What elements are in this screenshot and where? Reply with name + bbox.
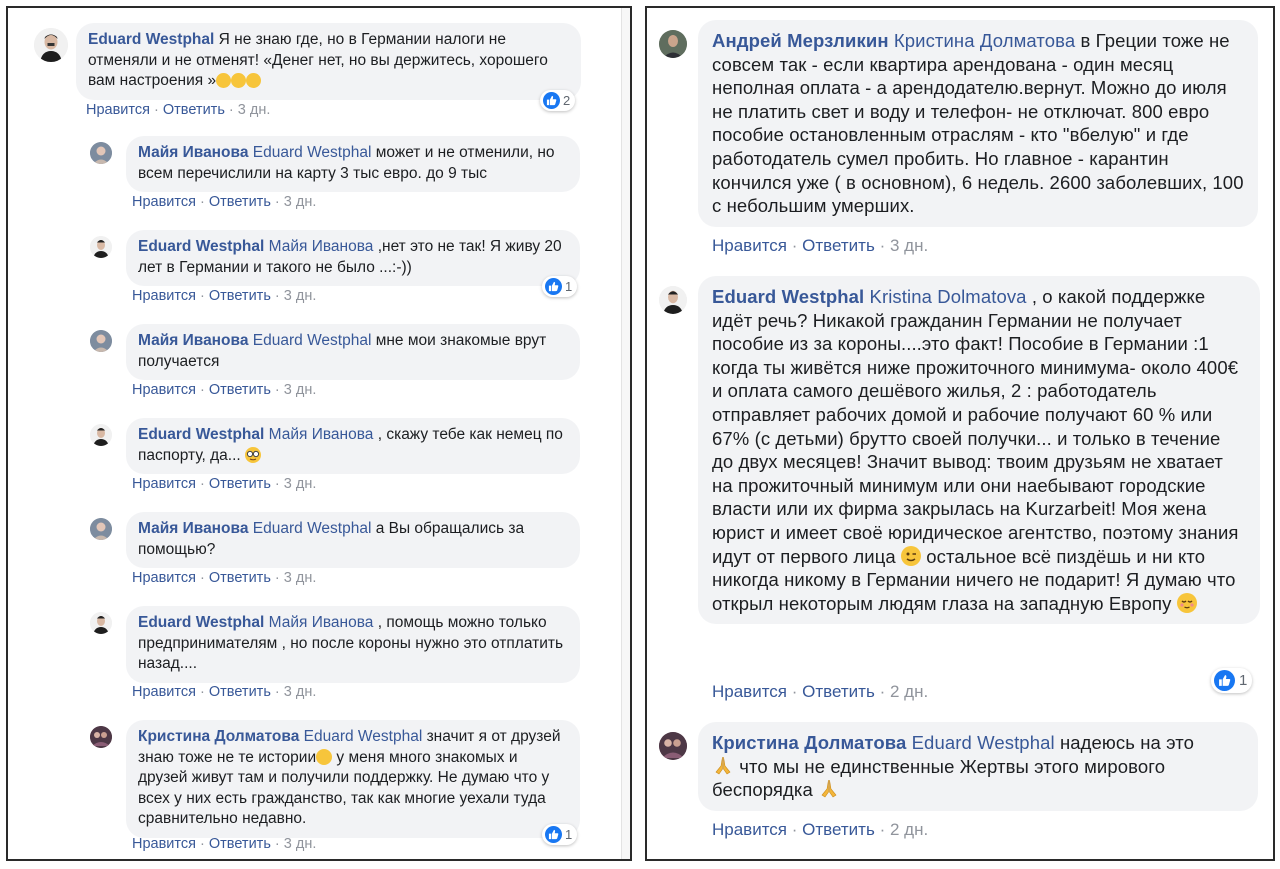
- timestamp[interactable]: 3 дн.: [283, 288, 317, 304]
- comment-bubble: [126, 720, 580, 838]
- timestamp[interactable]: 3 дн.: [283, 570, 317, 586]
- reply-button[interactable]: Ответить: [208, 684, 271, 700]
- mention-link[interactable]: Eduard Westphal: [252, 520, 372, 537]
- like-button[interactable]: Нравится: [712, 236, 788, 255]
- reply-button[interactable]: Ответить: [208, 288, 271, 304]
- comment-author[interactable]: Eduard Westphal: [88, 31, 215, 48]
- comment-actions: Нравится · Ответить · 3 дн.: [132, 570, 317, 586]
- timestamp[interactable]: 3 дн.: [889, 236, 929, 255]
- avatar[interactable]: [34, 28, 68, 62]
- like-icon: [545, 826, 562, 843]
- avatar[interactable]: [659, 286, 687, 314]
- comment-text-continued: у меня много знакомых и друзей живут там и получили поддержку. Не думаю что у всех у них есть гражданство, так как многие уехали туда сравнительно недавно.: [138, 748, 550, 827]
- mention-link[interactable]: Eduard Westphal: [252, 144, 372, 161]
- avatar[interactable]: [90, 424, 112, 446]
- timestamp[interactable]: 3 дн.: [283, 476, 317, 492]
- comment-text-continued: что мы не единственные Жертвы этого мирового беспорядка: [712, 755, 1166, 801]
- mention-link[interactable]: Кристина Долматова: [893, 30, 1076, 51]
- timestamp[interactable]: 2 дн.: [889, 820, 929, 839]
- avatar[interactable]: [90, 330, 112, 352]
- comments-panel-right: [645, 6, 1275, 861]
- group-avatar-icon: [659, 732, 687, 760]
- praying-hands-icon: [818, 779, 840, 799]
- man-avatar-icon: [90, 424, 112, 446]
- comment-author[interactable]: Андрей Мерзликин: [712, 30, 889, 51]
- comment-bubble: [76, 23, 581, 100]
- like-button[interactable]: Нравится: [132, 570, 196, 586]
- laughing-emoji-icon: [316, 749, 332, 765]
- comment-author[interactable]: Eduard Westphal: [138, 238, 265, 255]
- comment-text: мне мои знакомые врут получается: [138, 332, 547, 370]
- comment-actions: Нравится · Ответить · 3 дн.: [132, 836, 317, 852]
- avatar[interactable]: [90, 612, 112, 634]
- comment-actions: Нравится · Ответить · 3 дн.: [86, 102, 271, 118]
- comments-panel-left: [6, 6, 632, 861]
- comment-author[interactable]: Eduard Westphal: [138, 426, 265, 443]
- comment-author[interactable]: Eduard Westphal: [712, 286, 865, 307]
- reply-button[interactable]: Ответить: [208, 476, 271, 492]
- like-icon: [543, 92, 560, 109]
- comment-bubble: [126, 418, 580, 474]
- comment-text: , скажу тебе как немец по паспорту, да...: [138, 426, 563, 464]
- like-button[interactable]: Нравится: [132, 836, 196, 852]
- comment-text: ,нет это не так! Я живу 20 лет в Германии и такого не было ...:-)): [138, 238, 562, 276]
- reply-button[interactable]: Ответить: [802, 236, 875, 255]
- relieved-emoji-icon: [1177, 593, 1197, 613]
- comment-bubble: [698, 722, 1258, 811]
- reply-button[interactable]: Ответить: [162, 102, 225, 118]
- praying-hands-icon: [712, 756, 734, 776]
- avatar[interactable]: [90, 518, 112, 540]
- reaction-number: 2: [563, 93, 571, 108]
- comment-text: значит я от друзей знаю тоже не те истории: [138, 728, 561, 766]
- comment-bubble: [698, 20, 1258, 227]
- reply-button[interactable]: Ответить: [802, 820, 875, 839]
- avatar[interactable]: [659, 30, 687, 58]
- like-button[interactable]: Нравится: [132, 382, 196, 398]
- like-button[interactable]: Нравится: [712, 820, 788, 839]
- comment-bubble: [698, 276, 1260, 624]
- comment-text: Я не знаю где, но в Германии налоги не отменяли и не отменят! «Денег нет, но вы держитесь, хорошего вам настроения »: [88, 31, 548, 89]
- reaction-number: 1: [565, 827, 573, 842]
- avatar[interactable]: [90, 726, 112, 748]
- group-avatar-icon: [90, 726, 112, 748]
- mention-link[interactable]: Eduard Westphal: [252, 332, 372, 349]
- like-icon: [545, 278, 562, 295]
- scrollbar[interactable]: [621, 8, 630, 859]
- comment-text: надеюсь на это: [1059, 732, 1195, 753]
- timestamp[interactable]: 3 дн.: [283, 684, 317, 700]
- like-button[interactable]: Нравится: [132, 288, 196, 304]
- comment-author[interactable]: Майя Иванова: [138, 144, 249, 161]
- man2-avatar-icon: [659, 30, 687, 58]
- wink-emoji-icon: [901, 546, 921, 566]
- mention-link[interactable]: Майя Иванова: [268, 238, 374, 255]
- like-button[interactable]: Нравится: [86, 102, 150, 118]
- mention-link[interactable]: Eduard Westphal: [303, 728, 423, 745]
- comment-text: , о какой поддержке идёт речь? Никакой гражданин Германии не получает пособие из за короны....это факт! Пособие в Германии :1 когда ты живётся ниже прожиточного минимума- около 400€ и оплата самого дешёвого жилья, 2 : работодатель отправляет рабочих домой и рабочие получают 60 % или 67% (с детьми) брутто своей получки... и только в течение до двух месяцев! Значит вывод: твоим друзьям не хватает на прожиточный минимум или они наебывают городские власти или их фирма закрылась на Kurzarbeit! Моя жена юрист и имеет своё юридическое агентство, поэтому знания идут от первого лица: [712, 286, 1239, 567]
- comment-actions: Нравится · Ответить · 2 дн.: [712, 682, 929, 701]
- like-button[interactable]: Нравится: [132, 476, 196, 492]
- laughing-emoji-icon: [216, 72, 261, 89]
- woman-avatar-icon: [90, 330, 112, 352]
- comment-bubble: [126, 606, 580, 683]
- avatar[interactable]: [90, 236, 112, 258]
- woman-avatar-icon: [90, 518, 112, 540]
- reply-button[interactable]: Ответить: [802, 682, 875, 701]
- mention-link[interactable]: Eduard Westphal: [911, 732, 1055, 753]
- reaction-number: 1: [1239, 672, 1248, 689]
- comment-text: в Греции тоже не совсем так - если квартира арендована - один месяц неполная оплата - а арендодателю.вернут. Можно до июля не платить свет и воду и телефон- не отключат. 800 евро пособие остановленным отраслям - кто "вбелую" и где работодатель сумел пробить. Но главное - карантин кончился уже ( в основном), 6 недель. 2600 заболевших, 100 с небольшим умерших.: [712, 30, 1244, 217]
- timestamp[interactable]: 3 дн.: [283, 194, 317, 210]
- mention-link[interactable]: Майя Иванова: [268, 426, 374, 443]
- man-avatar-icon: [659, 286, 687, 314]
- timestamp[interactable]: 3 дн.: [237, 102, 271, 118]
- reply-button[interactable]: Ответить: [208, 194, 271, 210]
- comment-actions: Нравится · Ответить · 3 дн.: [132, 684, 317, 700]
- comment-text: , помощь можно только предпринимателям , но после короны нужно это отплатить назад....: [138, 614, 564, 672]
- comment-author[interactable]: Кристина Долматова: [138, 728, 300, 745]
- avatar[interactable]: [90, 142, 112, 164]
- comment-bubble: [126, 230, 580, 286]
- reply-button[interactable]: Ответить: [208, 382, 271, 398]
- nerd-emoji-icon: [245, 447, 261, 463]
- reaction-number: 1: [565, 279, 573, 294]
- comment-bubble: [126, 324, 580, 380]
- reply-button[interactable]: Ответить: [208, 570, 271, 586]
- reaction-count[interactable]: [542, 824, 577, 845]
- timestamp[interactable]: 2 дн.: [889, 682, 929, 701]
- comment-bubble: [126, 512, 580, 568]
- reaction-count[interactable]: [540, 90, 575, 111]
- man-avatar-icon: [34, 28, 68, 62]
- comment-actions: Нравится · Ответить · 3 дн.: [132, 194, 317, 210]
- timestamp[interactable]: 3 дн.: [283, 836, 317, 852]
- timestamp[interactable]: 3 дн.: [283, 382, 317, 398]
- comment-actions: Нравится · Ответить · 3 дн.: [712, 236, 929, 255]
- like-button[interactable]: Нравится: [712, 682, 788, 701]
- comment-actions: Нравится · Ответить · 3 дн.: [132, 288, 317, 304]
- reply-button[interactable]: Ответить: [208, 836, 271, 852]
- comment-text: а Вы обращались за помощью?: [138, 520, 525, 558]
- comment-text: может и не отменили, но всем перечислили на карту 3 тыс евро. до 9 тыс: [138, 144, 555, 182]
- like-button[interactable]: Нравится: [132, 684, 196, 700]
- comment-actions: Нравится · Ответить · 2 дн.: [712, 820, 929, 839]
- mention-link[interactable]: Майя Иванова: [268, 614, 374, 631]
- comment-text-continued: остальное всё пиздёшь и ни кто никогда никому в Германии ничего не подарит! Я думаю что открыл некоторым людям глаза на западную Европу: [712, 545, 1236, 614]
- reaction-count[interactable]: [1211, 668, 1252, 693]
- woman-avatar-icon: [90, 142, 112, 164]
- avatar[interactable]: [659, 732, 687, 760]
- comment-author[interactable]: Кристина Долматова: [712, 732, 907, 753]
- reaction-count[interactable]: [542, 276, 577, 297]
- comment-author[interactable]: Майя Иванова: [138, 332, 249, 349]
- comment-bubble: [126, 136, 580, 192]
- like-icon: [1214, 670, 1235, 691]
- like-button[interactable]: Нравится: [132, 194, 196, 210]
- comment-author[interactable]: Eduard Westphal: [138, 614, 265, 631]
- comment-actions: Нравится · Ответить · 3 дн.: [132, 382, 317, 398]
- comment-actions: Нравится · Ответить · 3 дн.: [132, 476, 317, 492]
- man-avatar-icon: [90, 612, 112, 634]
- comment-author[interactable]: Майя Иванова: [138, 520, 249, 537]
- man-avatar-icon: [90, 236, 112, 258]
- mention-link[interactable]: Kristina Dolmatova: [869, 286, 1027, 307]
